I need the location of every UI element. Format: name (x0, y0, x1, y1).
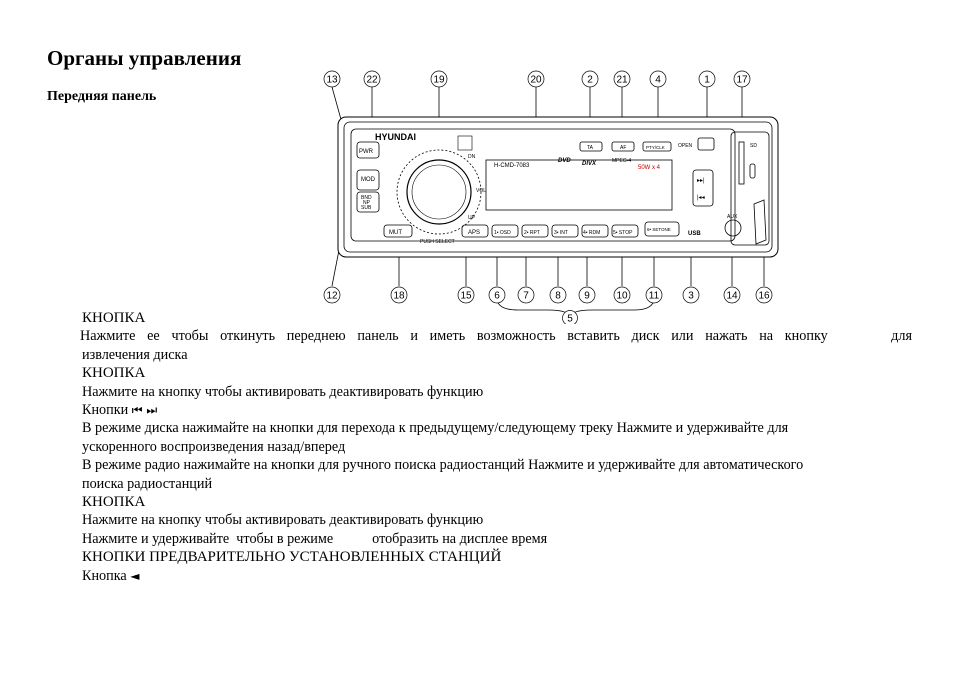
left-button-label: Кнопка (82, 567, 127, 584)
heading-button-2: КНОПКА (82, 365, 146, 382)
mut-button-label: MUT (389, 230, 402, 236)
preset-5-label: 5• STOP (613, 230, 633, 236)
paragraph-1-word: и (410, 328, 418, 345)
af-button-label: AF (620, 145, 627, 151)
open-button-label: OPEN (678, 143, 693, 149)
paragraph-1-word: Нажмите (80, 328, 136, 345)
usb-label: USB (688, 231, 701, 237)
track-buttons-label: Кнопки (82, 402, 129, 419)
callout-11: 11 (648, 290, 660, 302)
aps-button-label: APS (468, 230, 481, 236)
heading-preset-buttons: КНОПКИ ПРЕДВАРИТЕЛЬНО УСТАНОВЛЕННЫХ СТАНЦИЙ (82, 549, 502, 566)
callout-12: 12 (326, 290, 338, 302)
preset-4-label: 4• RDM (583, 230, 601, 236)
ta-button-label: TA (587, 145, 594, 151)
brand-label: HYUNDAI (375, 132, 417, 142)
paragraph-1-word: или (671, 328, 694, 345)
callout-16: 16 (758, 290, 770, 302)
push-select-label: PUSH SELECT (420, 239, 455, 245)
preset-6-label: 6• SETONE (647, 227, 671, 232)
paragraph-1-word: кнопку (784, 328, 828, 345)
vol-label: VOL (476, 188, 487, 194)
paragraph-1-word: нажать (705, 328, 748, 345)
section-subtitle: Передняя панель (47, 89, 157, 104)
paragraph-1-word: возможность (476, 328, 556, 345)
paragraph-1-word: чтобы (171, 328, 209, 345)
paragraph-1-line-2: извлечения диска (82, 346, 188, 363)
callout-6: 6 (494, 290, 500, 302)
callout-10: 10 (616, 290, 628, 302)
paragraph-1-word: панель (357, 328, 399, 345)
preset-2-label: 2• RPT (524, 230, 540, 236)
model-label: H-CMD-7083 (494, 163, 530, 169)
aux-label: AUX (727, 214, 738, 220)
callout-15: 15 (460, 290, 472, 302)
heading-button-3: КНОПКА (82, 494, 146, 511)
callout-22: 22 (366, 74, 378, 86)
paragraph-1-word: диск (631, 328, 660, 345)
callout-20: 20 (530, 74, 542, 86)
paragraph-1-word: вставить (567, 328, 620, 345)
mpeg4-logo: MPEG-4 (612, 158, 632, 164)
paragraph-1-word: откинуть (220, 328, 276, 345)
callout-18: 18 (393, 290, 405, 302)
callout-17: 17 (736, 74, 748, 86)
preset-1-label: 1• OSD (494, 230, 511, 236)
dn-label: DN (468, 154, 476, 160)
left-arrow-icon: ◄ (130, 568, 140, 583)
preset-3-label: 3• INT (554, 230, 568, 236)
heading-left-button (82, 567, 912, 585)
callout-14: 14 (726, 290, 738, 302)
callout-13: 13 (326, 74, 338, 86)
front-panel-diagram (318, 62, 798, 324)
sd-label: SD (750, 143, 757, 149)
divx-logo: DIVX (582, 161, 597, 167)
bottom-callouts (324, 287, 772, 303)
paragraph-3-line-2: ускоренного воспроизведения назад/вперед (82, 438, 346, 455)
callout-19: 19 (433, 74, 445, 86)
paragraph-1-word: на (759, 328, 774, 345)
svg-text:|◂◂: |◂◂ (697, 195, 705, 201)
svg-text:▸▸|: ▸▸| (697, 178, 705, 184)
callout-8: 8 (555, 290, 561, 302)
dvd-logo: DVD (558, 158, 571, 164)
np-button-label: NP (363, 200, 370, 206)
paragraph-5: Нажмите на кнопку чтобы активировать деактивировать функцию (82, 512, 484, 529)
pwr-button-label: PWR (359, 149, 373, 155)
paragraph-4-line-1: В режиме радио нажимайте на кнопки для ручного поиска радиостанций Нажмите и удерживайте для автоматического (82, 457, 804, 474)
callout-2: 2 (587, 74, 593, 86)
paragraph-1-word: для (891, 328, 912, 345)
callout-21: 21 (616, 74, 628, 86)
paragraph-1-line-1 (80, 327, 912, 345)
callout-7: 7 (523, 290, 529, 302)
callout-9: 9 (584, 290, 590, 302)
page-title: Органы управления (47, 46, 242, 70)
paragraph-3-line-1: В режиме диска нажимайте на кнопки для перехода к предыдущему/следующему треку Нажмите и удерживайте для (82, 420, 789, 437)
callout-4: 4 (655, 74, 661, 86)
callout-1: 1 (704, 74, 710, 86)
paragraph-1-word: иметь (429, 328, 466, 345)
pty-button-label: PTY/CLK (646, 145, 665, 150)
paragraph-1-word: ее (147, 328, 160, 345)
svg-text:5: 5 (567, 313, 573, 324)
sub-button-label: SUB (361, 205, 372, 211)
paragraph-1-word (839, 327, 879, 345)
body-text (82, 309, 912, 585)
mod-button-label: MOD (361, 177, 375, 183)
top-callouts (324, 71, 750, 87)
power-label: 50W x 4 (638, 165, 661, 171)
paragraph-4-line-2: поиска радиостанций (82, 475, 213, 492)
band-button-label: BND (361, 195, 372, 201)
heading-track-buttons (82, 401, 912, 419)
paragraph-6: Нажмите и удерживайте чтобы в режиме отобразить на дисплее время (82, 530, 548, 547)
heading-button-1: КНОПКА (82, 310, 146, 326)
paragraph-2: Нажмите на кнопку чтобы активировать деактивировать функцию (82, 383, 484, 400)
paragraph-1-word: переднею (286, 328, 346, 345)
up-label: UP (468, 215, 475, 221)
prev-next-icon: ⏮ ⏭ (131, 403, 158, 418)
callout-3: 3 (688, 290, 694, 302)
